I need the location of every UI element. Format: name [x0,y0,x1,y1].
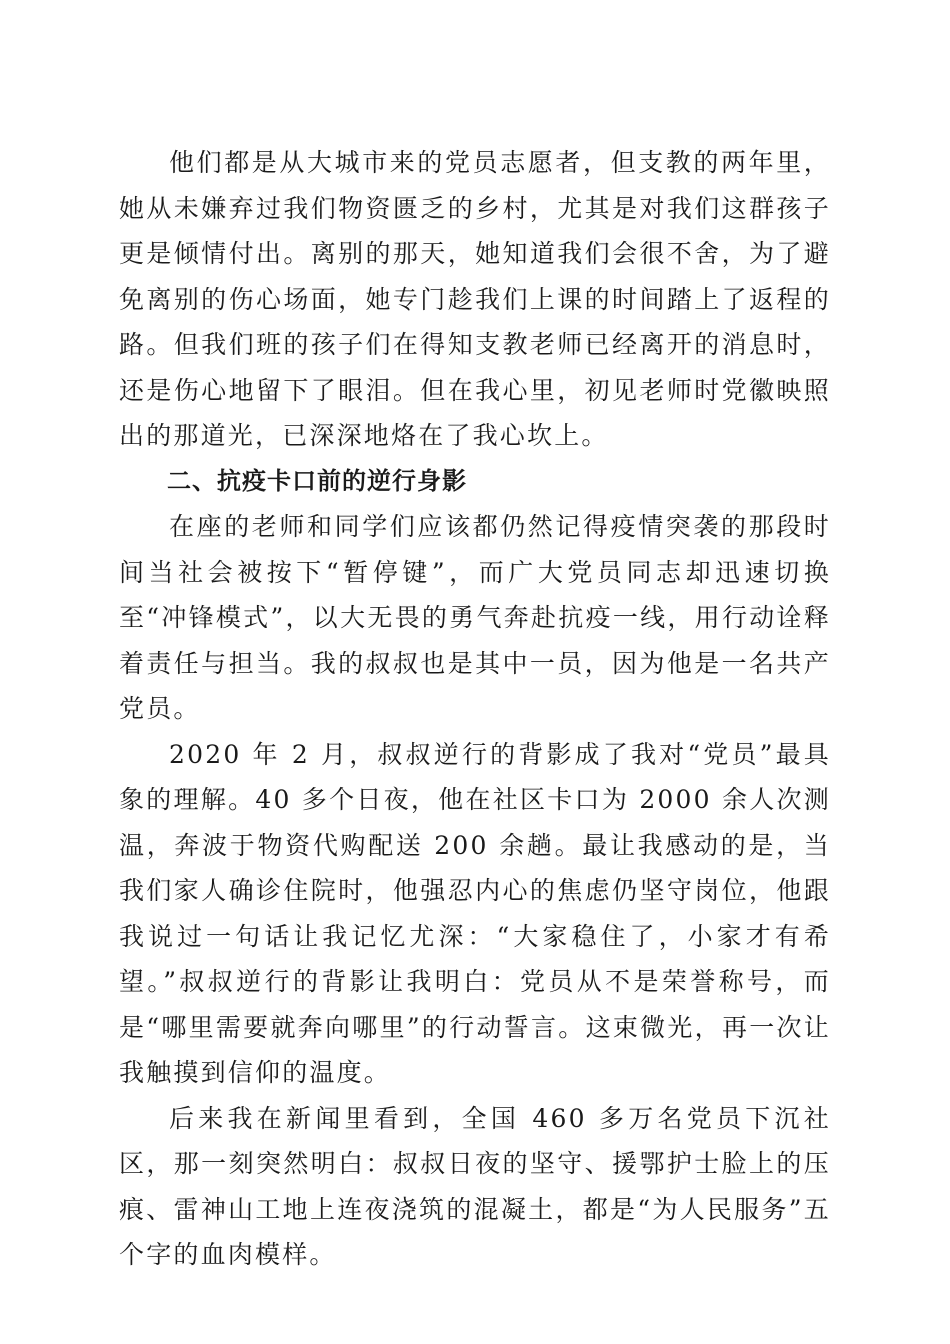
paragraph-national-news: 后来我在新闻里看到，全国 460 多万名党员下沉社区，那一刻突然明白：叔叔日夜的坚守、援鄂护士脸上的压痕、雷神山工地上连夜浇筑的混凝土，都是“为人民服务”五个字的血肉模样。 [119,1103,831,1269]
section-heading-epidemic: 二、抗疫卡口前的逆行身影 [167,466,467,495]
paragraph-teacher-farewell: 他们都是从大城市来的党员志愿者，但支教的两年里，她从未嫌弃过我们物资匮乏的乡村，尤其是对我们这群孩子更是倾情付出。离别的那天，她知道我们会很不舍，为了避免离别的伤心场面，她专门趁我们上课的时间踏上了返程的路。但我们班的孩子们在得知支教老师已经离开的消息时，还是伤心地留下了眼泪。但在我心里，初见老师时党徽映照出的那道光，已深深地烙在了我心坎上。 [119,148,831,450]
paragraph-uncle-story: 2020 年 2 月，叔叔逆行的背影成了我对“党员”最具象的理解。40 多个日夜，他在社区卡口为 2000 余人次测温，奔波于物资代购配送 200 余趟。最让我感动的是，当我们家人确诊住院时，他强忍内心的焦虑仍坚守岗位，他跟我说过一句话让我记忆尤深：“大家稳住了，小家才有希望。”叔叔逆行的背影让我明白：党员从不是荣誉称号，而是“哪里需要就奔向哪里”的行动誓言。这束微光，再一次让我触摸到信仰的温度。 [119,739,831,1087]
document-body [119,140,831,1278]
paragraph-epidemic-intro: 在座的老师和同学们应该都仍然记得疫情突袭的那段时间当社会被按下“暂停键”，而广大党员同志却迅速切换至“冲锋模式”，以大无畏的勇气奔赴抗疫一线，用行动诠释着责任与担当。我的叔叔也是其中一员，因为他是一名共产党员。 [119,512,831,723]
